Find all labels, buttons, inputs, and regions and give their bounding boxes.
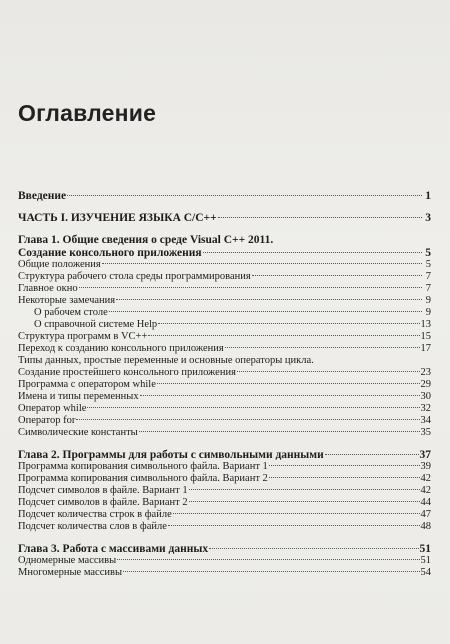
dot-leader — [203, 252, 422, 253]
toc-entry — [18, 497, 431, 509]
toc-entry-page: 51 — [420, 555, 431, 566]
toc-entry — [18, 319, 431, 331]
toc-entry-page: 9 — [425, 307, 431, 318]
toc-entry-page: 23 — [420, 367, 431, 378]
toc-entry-text: Главное окно — [18, 283, 78, 294]
dot-leader — [269, 465, 420, 466]
toc-entry-text: Подсчет количества слов в файле — [18, 521, 167, 532]
toc-entry-text: Глава 3. Работа с массивами данных — [18, 543, 209, 555]
toc-entry-text: Структура программ в VC++ — [18, 331, 148, 342]
toc-entry — [18, 234, 431, 247]
dot-leader — [148, 335, 419, 336]
toc-entry-text: Типы данных, простые переменные и основные операторы цикла. — [18, 355, 314, 366]
dot-leader — [139, 431, 420, 432]
dot-leader — [109, 311, 422, 312]
toc-entry — [18, 212, 431, 224]
toc-entry-page: 30 — [420, 391, 431, 402]
toc-entry-text: Программа копирования символьного файла. Вариант 1 — [18, 461, 268, 472]
toc-entry — [18, 271, 431, 283]
toc-entry-page: 1 — [425, 190, 431, 202]
toc-entry-page: 5 — [425, 259, 431, 270]
toc-entry — [18, 379, 431, 391]
toc-entry-text: Оператор for — [18, 415, 76, 426]
toc-entry-text: Создание консольного приложения — [18, 247, 202, 259]
toc-entry — [18, 555, 431, 567]
toc-entry-page: 48 — [420, 521, 431, 532]
toc-entry-text: Глава 1. Общие сведения о среде Visual С++ 2011. — [18, 234, 274, 246]
toc-entry-page: 51 — [419, 543, 431, 555]
dot-leader — [87, 407, 419, 408]
toc-entry-page: 47 — [420, 509, 431, 520]
toc-entry — [18, 295, 431, 307]
toc-entry — [18, 343, 431, 355]
toc-entry-page: 7 — [425, 283, 431, 294]
dot-leader — [102, 263, 422, 264]
dot-leader — [76, 419, 419, 420]
toc-entry — [18, 247, 431, 259]
toc-entry-page: 9 — [425, 295, 431, 306]
toc-entry-page: 37 — [419, 449, 431, 461]
toc-entry — [18, 473, 431, 485]
dot-leader — [140, 395, 420, 396]
dot-leader — [237, 371, 420, 372]
dot-leader — [123, 571, 419, 572]
dot-leader — [168, 525, 420, 526]
toc-entry-text: Символические константы — [18, 427, 138, 438]
toc-entry — [18, 331, 431, 343]
dot-leader — [116, 299, 422, 300]
toc-entry-page: 34 — [420, 415, 431, 426]
table-of-contents — [18, 190, 431, 579]
toc-entry — [18, 283, 431, 295]
toc-entry-text: Общие положения — [18, 259, 101, 270]
toc-entry — [18, 449, 431, 461]
dot-leader — [67, 195, 422, 196]
toc-entry-text: Глава 2. Программы для работы с символьными данными — [18, 449, 324, 461]
toc-entry-page: 15 — [420, 331, 431, 342]
toc-entry-page: 44 — [420, 497, 431, 508]
toc-entry — [18, 521, 431, 533]
toc-entry — [18, 543, 431, 555]
toc-entry-text: Некоторые замечания — [18, 295, 116, 306]
toc-entry-page: 39 — [420, 461, 431, 472]
toc-entry-text: Программа с оператором while — [18, 379, 156, 390]
dot-leader — [79, 287, 422, 288]
dot-leader — [189, 501, 420, 502]
toc-entry-page: 35 — [420, 427, 431, 438]
dot-leader — [158, 323, 419, 324]
toc-entry-page: 42 — [420, 473, 431, 484]
toc-entry-text: Подсчет символов в файле. Вариант 1 — [18, 485, 188, 496]
toc-entry — [18, 509, 431, 521]
dot-leader — [173, 513, 420, 514]
dot-leader — [209, 548, 418, 549]
toc-entry-text: Подсчет количества строк в файле — [18, 509, 172, 520]
toc-entry-page: 17 — [420, 343, 431, 354]
dot-leader — [269, 477, 420, 478]
dot-leader — [189, 489, 420, 490]
toc-entry-page: 29 — [420, 379, 431, 390]
toc-entry-text: Одномерные массивы — [18, 555, 117, 566]
toc-entry-page: 13 — [420, 319, 431, 330]
toc-entry-text: Программа копирования символьного файла. Вариант 2 — [18, 473, 268, 484]
dot-leader — [325, 454, 419, 455]
toc-entry-text: ЧАСТЬ I. ИЗУЧЕНИЕ ЯЗЫКА С/С++ — [18, 212, 217, 224]
toc-entry-page: 5 — [425, 247, 431, 259]
toc-entry-text: Введение — [18, 190, 67, 202]
toc-entry — [18, 355, 431, 367]
toc-entry — [18, 461, 431, 473]
toc-entry — [18, 367, 431, 379]
toc-entry-text: О справочной системе Help — [34, 319, 158, 330]
dot-leader — [157, 383, 420, 384]
toc-entry-page: 32 — [420, 403, 431, 414]
toc-entry — [18, 259, 431, 271]
toc-entry — [18, 567, 431, 579]
toc-entry-text: Имена и типы переменных — [18, 391, 139, 402]
toc-entry-text: Структура рабочего стола среды программирования — [18, 271, 251, 282]
toc-entry-page: 7 — [425, 271, 431, 282]
toc-entry-text: Многомерные массивы — [18, 567, 123, 578]
dot-leader — [218, 217, 422, 218]
dot-leader — [225, 347, 420, 348]
dot-leader — [252, 275, 422, 276]
toc-entry-page: 42 — [420, 485, 431, 496]
toc-entry-text: Создание простейшего консольного приложения — [18, 367, 236, 378]
toc-entry — [18, 391, 431, 403]
toc-entry-text: Оператор while — [18, 403, 87, 414]
toc-entry-text: О рабочем столе — [34, 307, 108, 318]
toc-entry — [18, 307, 431, 319]
toc-entry — [18, 403, 431, 415]
toc-entry-text: Переход к созданию консольного приложения — [18, 343, 224, 354]
toc-entry — [18, 415, 431, 427]
toc-entry — [18, 190, 431, 202]
dot-leader — [117, 559, 419, 560]
toc-entry — [18, 427, 431, 439]
toc-entry-page: 3 — [425, 212, 431, 224]
page-title: Оглавление — [18, 100, 157, 126]
toc-entry-text: Подсчет символов в файле. Вариант 2 — [18, 497, 188, 508]
toc-entry — [18, 485, 431, 497]
toc-entry-page: 54 — [420, 567, 431, 578]
